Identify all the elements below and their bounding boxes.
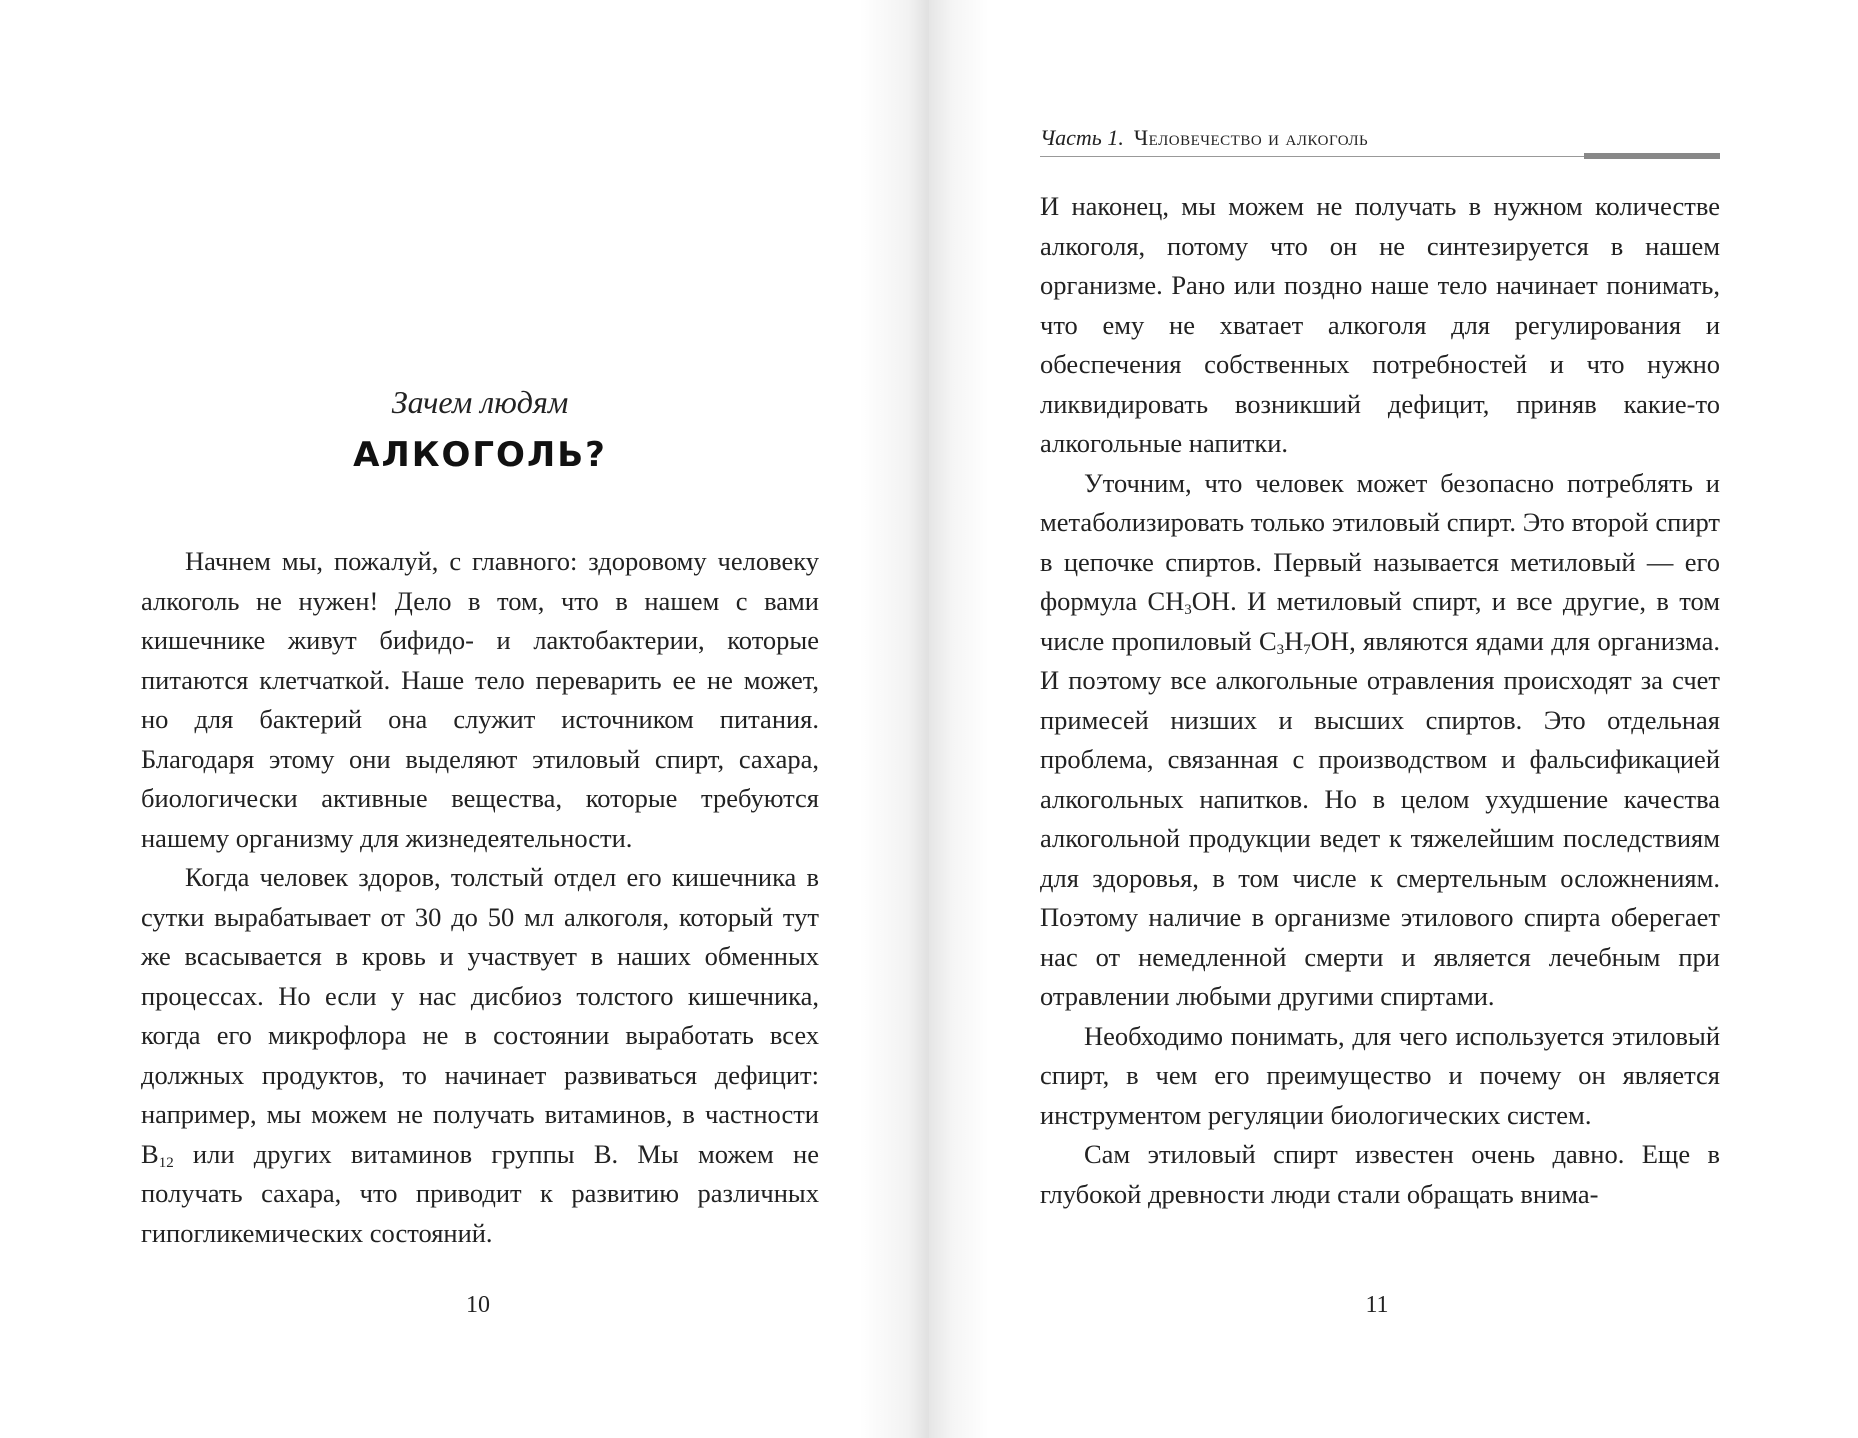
paragraph: Сам этиловый спирт известен очень давно. Еще в глубокой древности люди стали обращать внима-	[1040, 1139, 1720, 1209]
paragraph: Начнем мы, пожалуй, с главного: здоровому человеку алкоголь не нужен! Дело в том, что в нашем с вами кишечнике живут бифидо- и лактобактерии, которые питаются клетчаткой. Наше тело переварить ее не может, но для бактерий она служит источником питания. Благодаря этому они выделяют этиловый спирт, сахара, биологически активные вещества, которые требуются нашему организму для жизнедеятельности.	[141, 546, 819, 853]
paragraph: И наконец, мы можем не получать в нужном количестве алкоголя, потому что он не синтезируется в нашем организме. Рано или поздно наше тело начинает понимать, что ему не хватает алкоголя для регулирования и обеспечения собственных потребностей и что нужно ликвидировать возникший дефицит, приняв какие-то алкогольные напитки.	[1040, 191, 1720, 458]
running-header-title: Человечество и алкоголь	[1133, 125, 1369, 150]
paragraph: Необходимо понимать, для чего используется этиловый спирт, в чем его преимущество и почему он является инструментом регуляции биологических систем.	[1040, 1020, 1720, 1130]
chapter-title: АЛКОГОЛЬ?	[353, 435, 607, 475]
gutter-shadow	[859, 0, 929, 1438]
chapter-subtitle: Зачем людям	[391, 384, 569, 420]
left-page-body	[141, 542, 819, 1253]
page-number: 11	[1365, 1292, 1389, 1318]
page-number: 10	[466, 1292, 490, 1318]
right-page-body	[1040, 187, 1720, 1214]
running-header-part: Часть 1.	[1040, 125, 1124, 150]
gutter-shadow	[929, 0, 989, 1438]
paragraph: Уточним, что человек может безопасно потреблять и метаболизировать только этиловый спирт. Это второй спирт в цепочке спиртов. Первый называется метиловый — его формула $CH_3OH$. И метиловый спирт, и все другие, в том числе пропиловый $C_3H_7OH$, являются ядами для организма. И поэтому все алкогольные отравления происходят за счет примесей низших и высших спиртов. Это отдельная проблема, связанная с производством и фальсификацией алкогольных напитков. Но в целом ухудшение качества алкогольной продукции ведет к тяжелейшим последствиям для здоровья, в том числе к смертельным осложнениям. Поэтому наличие в организме этилового спирта оберегает нас от немедленной смерти и является лечебным при отравлении любыми другими спиртами.	[1040, 467, 1721, 1011]
paragraph: Когда человек здоров, толстый отдел его кишечника в сутки вырабатывает от 30 до 50 мл алкоголя, который тут же всасывается в кровь и участвует в наших обменных процессах. Но если у нас дисбиоз толстого кишечника, когда его микрофлора не в состоянии выработать всех должных продуктов, то начинает развиваться дефицит: например, мы можем не получать витаминов, в частности $B_{12}$ или других витаминов группы B. Мы можем не получать сахара, что приводит к развитию различных гипогликемических состояний.	[141, 862, 819, 1248]
running-header-accent-bar	[1584, 153, 1720, 159]
